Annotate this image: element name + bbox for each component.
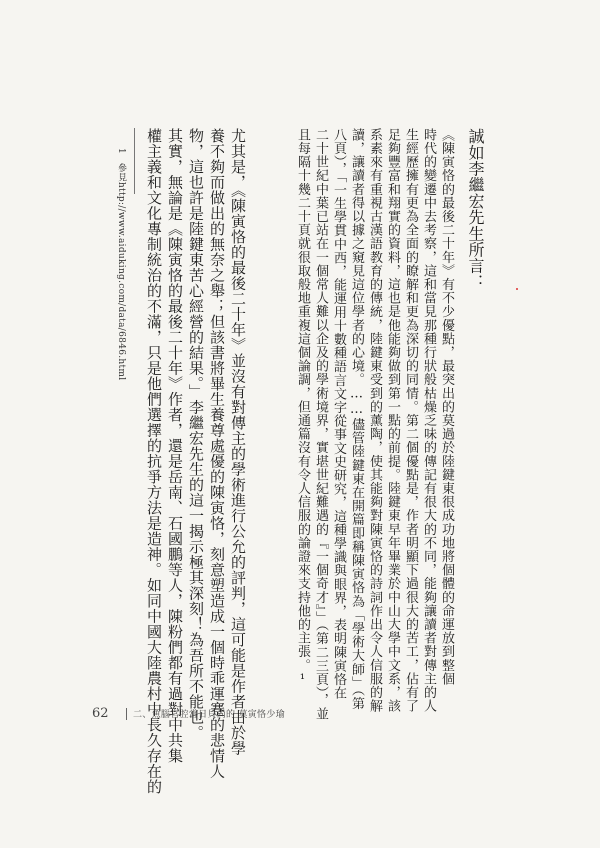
footer-divider	[126, 708, 127, 720]
quote-column: 系素來有重視古漢語教育的傳統，陸鍵東受到的薰陶，使其能夠對陳寅恪的詩詞作出令人信服的解	[367, 128, 382, 713]
quote-column: 足夠豐富和翔實的資料，這也是他能夠做到第一點的前提。陸鍵東早年畢業於中山大學中文系，該	[385, 128, 400, 713]
quote-column: 二十世紀中葉已站在一個常人難以企及的學術境界，實堪世紀難遇的『一個奇才』」（第二三頁），並	[313, 128, 328, 721]
body-column: 物，這也許是陸鍵東苦心經營的結果。」李繼宏先生的這一揭示極其深刻！為吾所不能也。	[187, 128, 205, 741]
quote-column: 時代的變遷中去考察，這和當見那種行狀般枯燥乏味的傳記有很大的不同，能夠讓讀者對傳主的人	[421, 128, 436, 713]
page-number: 62	[92, 706, 109, 721]
running-head: 二、魚腦官腔當日貝尚的 莫寅恪少瑜	[133, 710, 285, 720]
red-mark	[516, 288, 518, 290]
page-footer	[92, 706, 285, 721]
footnote-rule	[134, 128, 135, 194]
body-column: 尤其是，《陳寅恪的最後二十年》並沒有對傳主的學術進行公允的評判，這可能是作者由於學	[229, 128, 247, 756]
quote-column: 讀，讓讀者得以據之窺見這位學者的心境。……儘管陸鍵東在開篇即稱陳寅恪為「學術大師」（第	[349, 128, 364, 711]
footnote: 1 參見http://www.aiduking.com/data/6846.html	[116, 148, 126, 381]
body-column: 權主義和文化專制統治的不滿，只是他們選擇的抗爭方法是造神。如同中國大陸農村中長久存在的	[145, 128, 163, 795]
body-column: 養不夠而做出的無奈之舉；但該書將畢生養尊處優的陳寅恪，刻意塑造成一個時乖運蹇的悲情人	[208, 128, 226, 779]
quote-column: 且每隔十幾二十頁就很取般地重複這個論調，但通篇沒有令人信服的論證來支持他的主張。¹	[295, 128, 310, 688]
intro-line: 誠如李繼宏先生所言：	[466, 128, 485, 290]
body-column: 其實，無論是《陳寅恪的最後二十年》作者，還是岳南、石國鵬等人，陳粉們都有過對中共集	[166, 128, 184, 764]
quote-column: 《陳寅恪的最後二十年》有不少優點，最突出的莫過於陸鍵東很成功地將個體的命運放到整個	[439, 128, 454, 686]
quote-column: 生經歷擁有更為全面的瞭解和更為深切的同情。第二個優點是，作者明顯下過很大的苦工，佔有了	[403, 128, 418, 713]
quote-column: 八頁），「一生學貫中西，能運用十數種語言文字從事文史研究，這種學識與眼界，表明陳寅恪在	[331, 128, 346, 700]
